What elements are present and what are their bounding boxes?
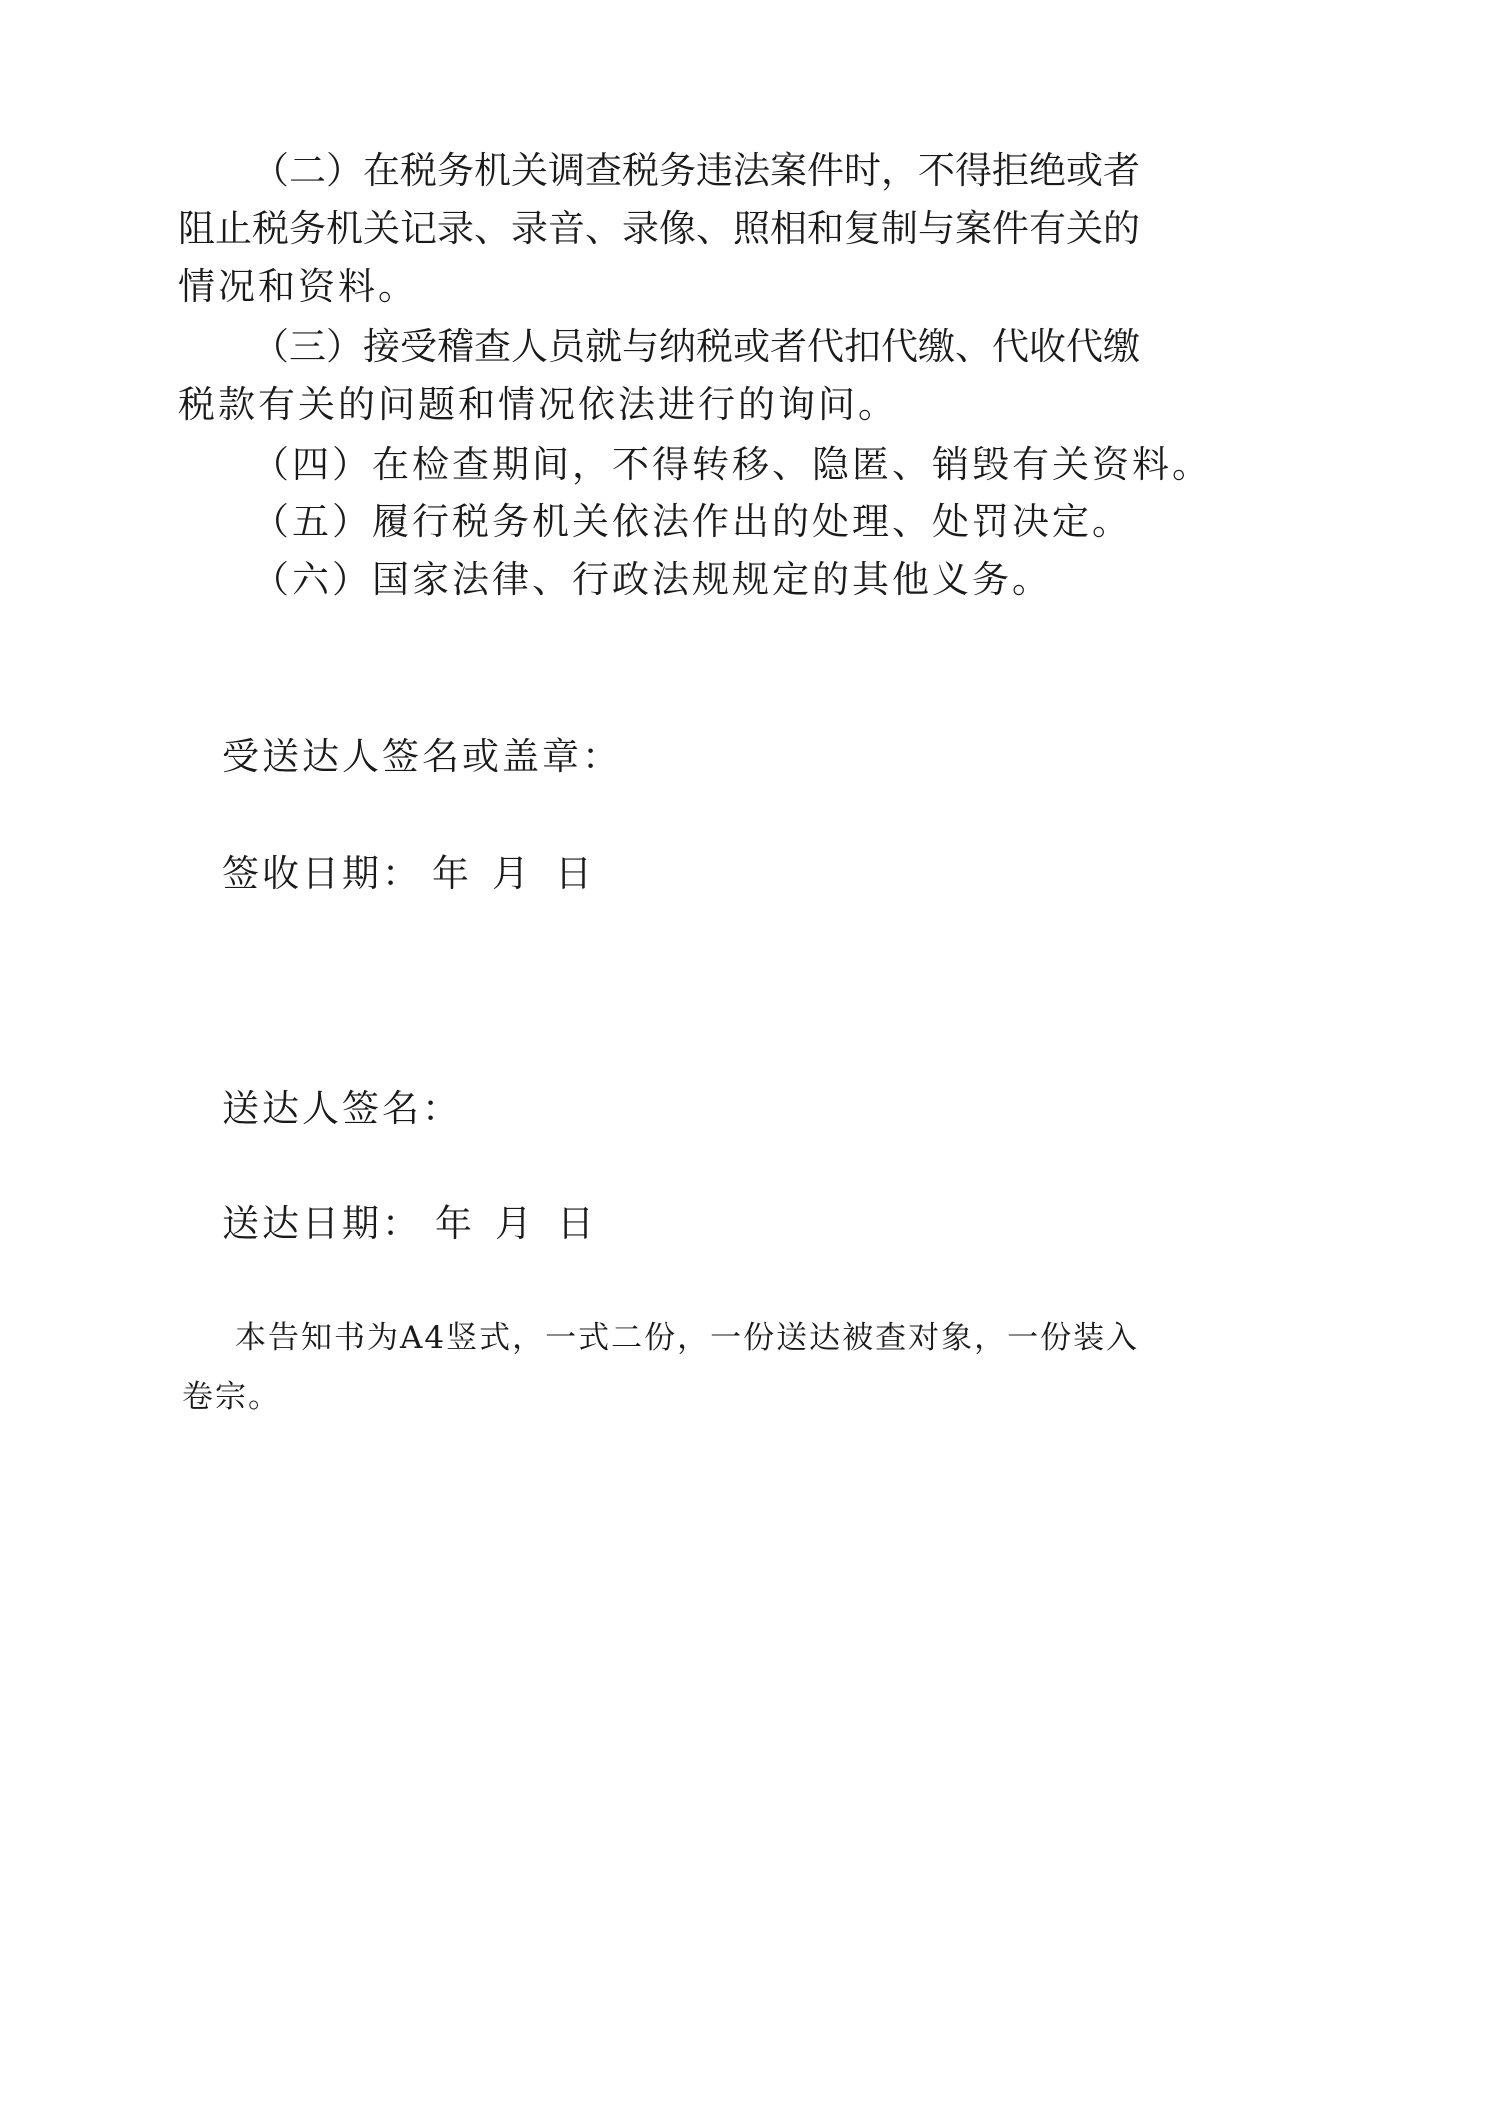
footnote-line-2: 卷宗。 [182,1379,281,1415]
serve-date-day: 日 [557,1202,597,1245]
item-3-line-2: 税款有关的问题和情况依法进行的询问。 [178,383,898,426]
serve-date-year: 年 [435,1202,475,1245]
item-3-line-1: （三）接受稽查人员就与纳税或者代扣代缴、代收代缴 [252,325,1140,368]
footnote-line-1: 本告知书为A4竖式，一式二份，一份送达被查对象，一份装入 [235,1320,1140,1356]
serve-date-month: 月 [495,1202,535,1245]
item-4: （四）在检查期间，不得转移、隐匿、销毁有关资料。 [252,443,1212,486]
recipient-signature-label: 受送达人签名或盖章： [222,735,622,778]
item-2-line-3: 情况和资料。 [178,265,418,308]
receive-date-year: 年 [432,852,472,895]
serve-date-label: 送达日期： [222,1202,422,1245]
receive-date-label: 签收日期： [222,852,422,895]
server-signature-label: 送达人签名： [222,1087,462,1130]
item-2-line-1: （二）在税务机关调查税务违法案件时，不得拒绝或者 [252,149,1140,192]
receive-date-day: 日 [555,852,595,895]
receive-date-month: 月 [492,852,532,895]
item-6: （六）国家法律、行政法规规定的其他义务。 [252,558,1052,601]
item-2-line-2: 阻止税务机关记录、录音、录像、照相和复制与案件有关的 [178,207,1140,250]
item-5: （五）履行税务机关依法作出的处理、处罚决定。 [252,500,1132,543]
